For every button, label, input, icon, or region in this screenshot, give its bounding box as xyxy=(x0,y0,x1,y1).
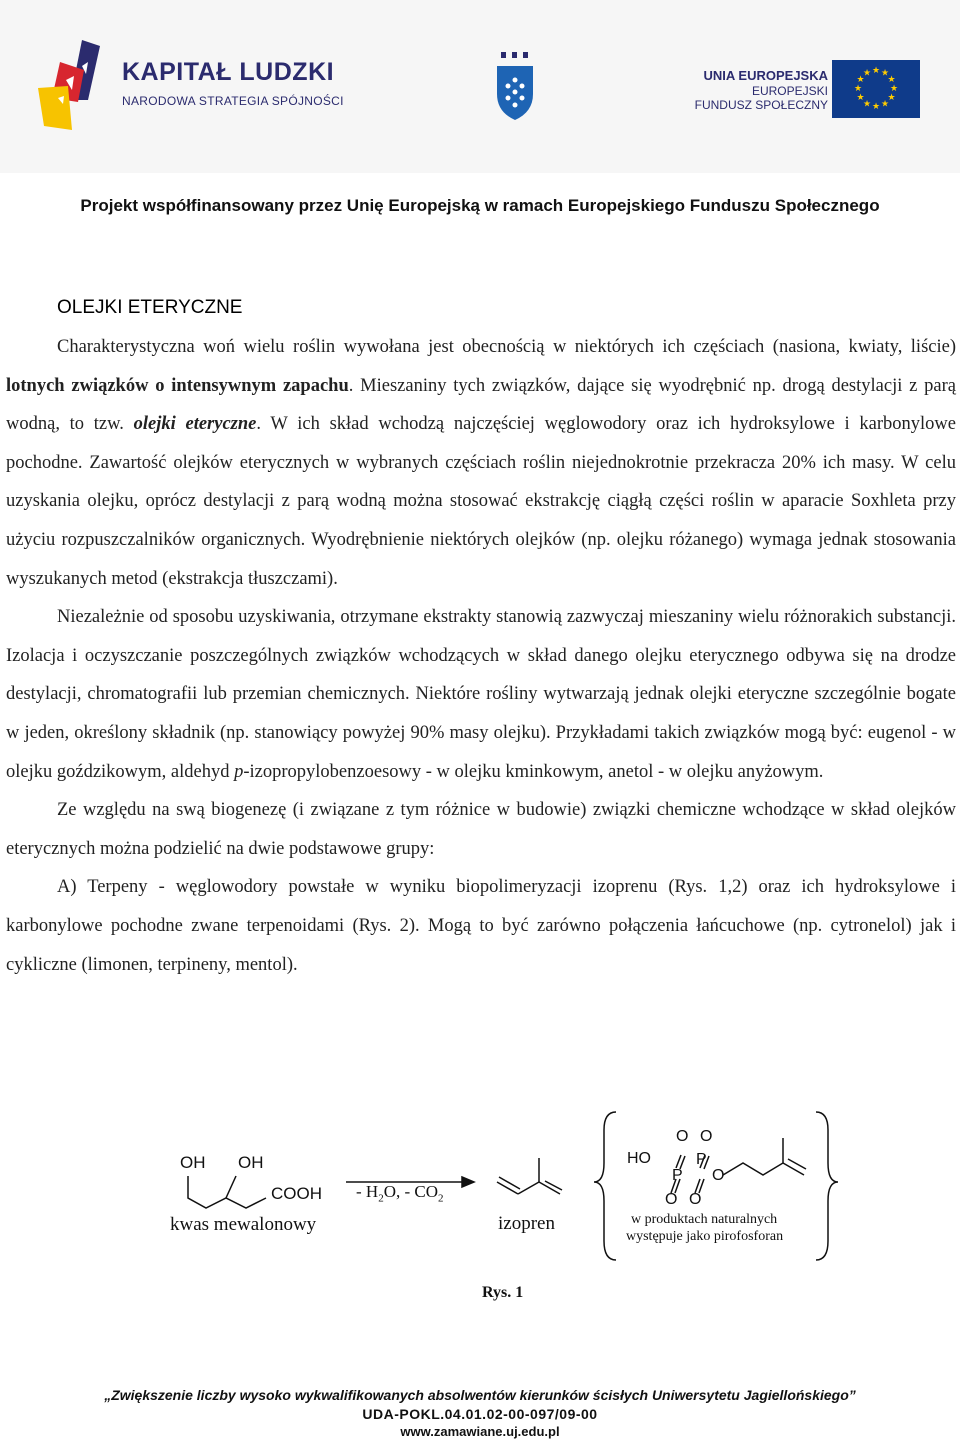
essential-oils-emphasis: olejki eteryczne xyxy=(133,414,257,435)
header-band xyxy=(0,0,960,173)
svg-text:★: ★ xyxy=(862,99,872,110)
document-title: OLEJKI ETERYCZNE xyxy=(57,297,243,318)
kapital-ludzki-title: KAPITAŁ LUDZKI xyxy=(122,58,335,86)
paragraph-1: Charakterystyczna woń wielu roślin wywołana jest obecnością w niektórych ich częściach (nasiona, kwiaty, liście) lotnych związków o intensywnym zapachu. Mieszaniny tych związków, dające się wyodrębnić np. drogą destylacji z parą wodną, to tzw. olejki eteryczne. W ich skład wchodzą najczęściej węglowodory oraz ich hydroksylowe i karbonylowe pochodne. Zawartość olejków eterycznych w wybranych częściach roślin niejednokrotnie przekracza 20% ich masy. W celu uzyskania olejku, oprócz destylacji z parą wodną można stosować ekstrakcję ciągłą części roślin w aparacie Soxhleta przy użyciu rozpuszczalników organicznych. Wyodrębnienie niektórych olejków (np. olejku różanego) wymaga jednak stosowania wyszukanych metod (ekstrakcja tłuszczami). xyxy=(6,337,956,589)
svg-text:★: ★ xyxy=(887,93,896,103)
svg-text:★: ★ xyxy=(880,99,890,110)
oxygen-link-label: O xyxy=(712,1167,725,1184)
oxygen-label-bottom-1: O xyxy=(665,1191,678,1208)
hydroxy-group-label: HO xyxy=(627,1150,651,1167)
figure-caption: Rys. 1 xyxy=(482,1284,524,1301)
eu-social-fund-logo xyxy=(694,60,920,120)
natural-form-note-line1: w produktach naturalnych xyxy=(631,1212,778,1227)
hydroxyl-label-2: OH xyxy=(238,1153,264,1172)
svg-text:★: ★ xyxy=(880,68,890,79)
svg-text:★: ★ xyxy=(856,75,865,85)
footer-website: www.zamawiane.uj.edu.pl xyxy=(400,1424,560,1439)
carboxyl-label: COOH xyxy=(271,1184,322,1203)
paragraph-3: Ze względu na swą biogenezę (i związane z tym różnice w budowie) związki chemiczne wchodzące w skład olejków eterycznych można podzielić na dwie podstawowe grupy: xyxy=(6,800,956,859)
svg-text:★: ★ xyxy=(856,93,865,103)
natural-form-note-line2: występuje jako pirofosforan xyxy=(626,1229,784,1244)
isoprene-label: izopren xyxy=(498,1213,555,1234)
crest-shield-icon xyxy=(495,52,535,122)
kapital-ludzki-emblem-icon xyxy=(38,40,122,130)
paragraph-4: A) Terpeny - węglowodory powstałe w wyniku biopolimeryzacji izoprenu (Rys. 1,2) oraz ich hydroksylowe i karbonylowe pochodne zwane terpenoidami (Rys. 2). Mogą to być zarówno połączenia łańcuchowe (np. cytronelol) jak i cykliczne (limonen, terpineny, mentol). xyxy=(6,877,956,975)
oxygen-label-bottom-2: O xyxy=(689,1191,702,1208)
eu-logo-line2: EUROPEJSKI xyxy=(751,84,828,98)
oxygen-label-top-1: O xyxy=(676,1128,689,1145)
eu-flag-icon xyxy=(832,60,920,118)
svg-text:★: ★ xyxy=(862,68,872,79)
hydroxyl-label-1: OH xyxy=(180,1153,206,1172)
project-cofinancing-line: Projekt współfinansowany przez Unię Europejską w ramach Europejskiego Funduszu Społecznego xyxy=(80,196,880,215)
svg-text:★: ★ xyxy=(853,84,863,94)
kapital-ludzki-logo xyxy=(38,40,344,130)
oxygen-label-top-2: O xyxy=(700,1128,713,1145)
eu-logo-line1: UNIA EUROPEJSKA xyxy=(703,68,828,83)
figure-rys-1 xyxy=(150,1095,850,1325)
kapital-ludzki-subtitle: NARODOWA STRATEGIA SPÓJNOŚCI xyxy=(122,94,344,108)
reaction-conditions: - $H_2O$, - $CO_2$ xyxy=(356,1182,444,1205)
volatile-compounds-emphasis: lotnych związków o intensywnym zapachu xyxy=(6,375,349,396)
crest-logo xyxy=(495,52,535,122)
footer-project-code: UDA-POKL.04.01.02-00-097/09-00 xyxy=(362,1406,598,1422)
phosphorus-label-1: P xyxy=(672,1167,683,1184)
svg-text:★: ★ xyxy=(889,84,899,94)
document-body xyxy=(6,328,956,984)
phosphorus-label-2: P xyxy=(696,1151,707,1168)
footer-project-title: „Zwiększenie liczby wysoko wykwalifikowanych absolwentów kierunków ścisłych Uniwersytetu Jagiellońskiego” xyxy=(104,1387,856,1403)
paragraph-2: Niezależnie od sposobu uzyskiwania, otrzymane ekstrakty stanowią zazwyczaj mieszaniny wielu różnorakich substancji. Izolacja i oczyszczanie poszczególnych związków wchodzących w skład danego olejku eterycznego odbywa się na drodze destylacji, chromatografii lub przemian chemicznych. Niektóre rośliny wytwarzają jednak olejki eteryczne szczególnie bogate w jeden, określony składnik (np. stanowiący powyżej 90% masy olejku). Przykładami takich związków mogą być: eugenol - w olejku goździkowym, aldehyd p-izopropylobenzoesowy - w olejku kminkowym, anetol - w olejku anyżowym. xyxy=(6,607,956,782)
mevalonic-acid-label: kwas mewalonowy xyxy=(170,1214,317,1235)
eu-logo-line3: FUNDUSZ SPOŁECZNY xyxy=(694,98,828,112)
svg-text:★: ★ xyxy=(871,102,881,112)
svg-text:★: ★ xyxy=(887,75,896,85)
svg-text:★: ★ xyxy=(871,66,881,76)
